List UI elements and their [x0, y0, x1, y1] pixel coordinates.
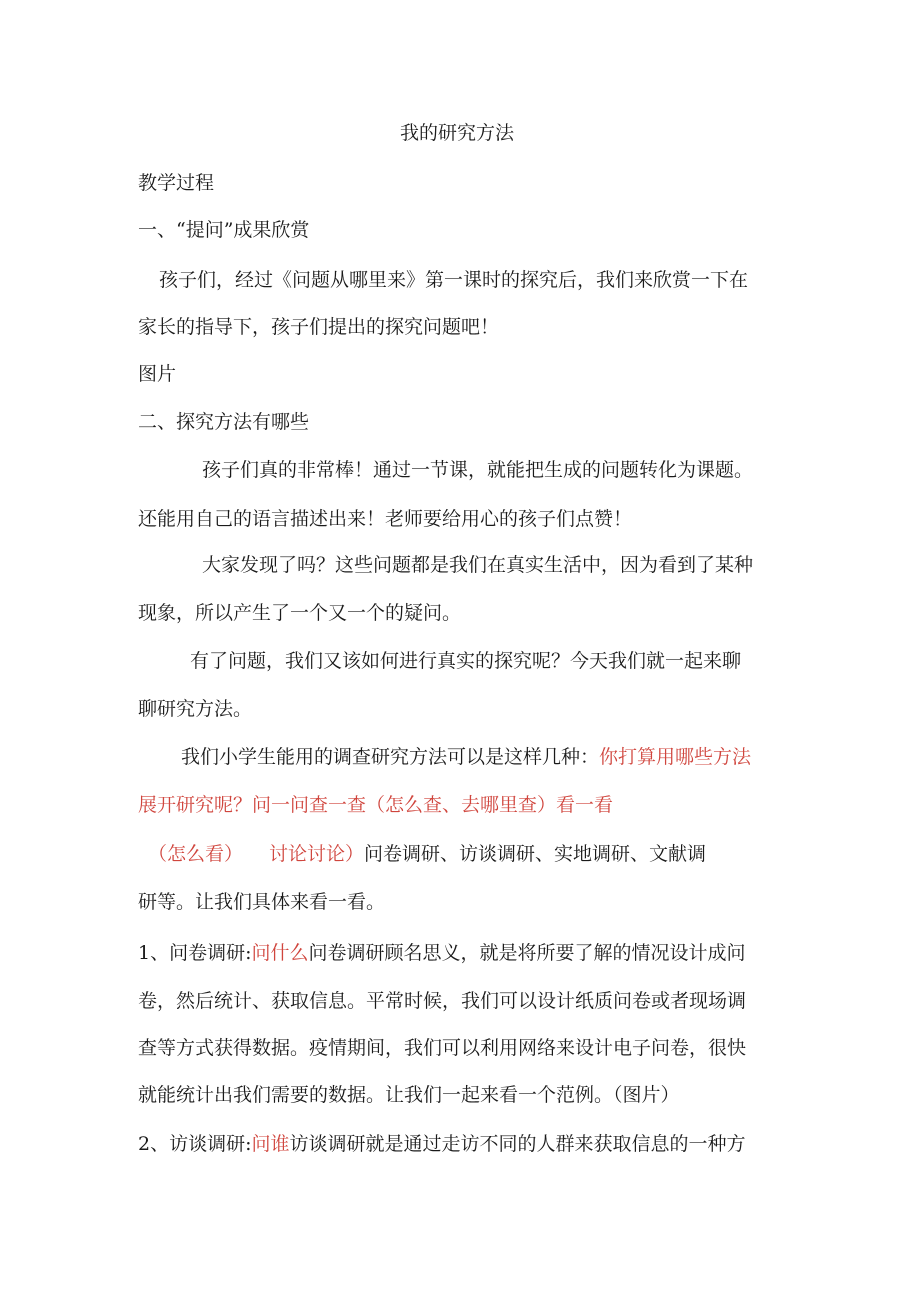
highlight-text: 问谁 — [251, 1133, 290, 1155]
paragraph-line: 家长的指导下，孩子们提出的探究问题吧！ — [138, 316, 500, 338]
paragraph-line: 孩子们真的非常棒！通过一节课，就能把生成的问题转化为课题。 — [202, 459, 754, 481]
paragraph-line: 查等方式获得数据。疫情期间，我们可以利用网络来设计电子问卷，很快 — [138, 1037, 747, 1059]
section-heading: 教学过程 — [138, 172, 215, 194]
paragraph-line — [148, 842, 706, 866]
highlight-text: 你打算用哪些方法 — [599, 746, 752, 768]
paragraph-line: 有了问题，我们又该如何进行真实的探究呢？今天我们就一起来聊 — [190, 650, 742, 672]
paragraph-line — [181, 745, 751, 769]
paragraph-line: 就能统计出我们需要的数据。让我们一起来看一个范例。（图片） — [138, 1084, 680, 1106]
text-run: 我们小学生能用的调查研究方法可以是这样几种： — [181, 746, 600, 768]
paragraph-line: 现象，所以产生了一个又一个的疑问。 — [138, 602, 462, 624]
paragraph-line: 大家发现了吗？这些问题都是我们在真实生活中，因为看到了某种 — [202, 554, 754, 576]
paragraph-line: 研等。让我们具体来看一看。 — [138, 891, 386, 913]
text-run: 2、访谈调研: — [138, 1133, 252, 1155]
highlight-text: 展开研究呢？问一问查一查（怎么查、去哪里查）看一看 — [138, 794, 614, 816]
text-run: 1、问卷调研: — [138, 942, 252, 964]
page-title: 我的研究方法 — [400, 122, 515, 144]
paragraph-line: 还能用自己的语言描述出来！老师要给用心的孩子们点赞！ — [138, 508, 633, 530]
text-run: 问卷调研、访谈调研、实地调研、文献调 — [364, 843, 707, 865]
image-placeholder-text: 图片 — [138, 363, 177, 385]
highlight-text: （怎么看） — [148, 843, 244, 865]
paragraph-line: 孩子们，经过《问题从哪里来》第一课时的探究后，我们来欣赏一下在 — [159, 269, 749, 291]
paragraph-line: 聊研究方法。 — [138, 698, 253, 720]
section-heading: 二、探究方法有哪些 — [138, 411, 310, 433]
highlight-text: 讨论讨论） — [269, 843, 365, 865]
highlight-text: 问什么 — [251, 942, 309, 964]
paragraph-line — [138, 941, 746, 965]
text-run: 访谈调研就是通过走访不同的人群来获取信息的一种方 — [289, 1133, 746, 1155]
section-heading: 一、“提问”成果欣赏 — [138, 219, 310, 241]
text-run: 问卷调研顾名思义，就是将所要了解的情况设计成问 — [308, 942, 746, 964]
paragraph-line: 卷，然后统计、获取信息。平常时候，我们可以设计纸质问卷或者现场调 — [138, 990, 747, 1012]
paragraph-line — [138, 1132, 746, 1156]
